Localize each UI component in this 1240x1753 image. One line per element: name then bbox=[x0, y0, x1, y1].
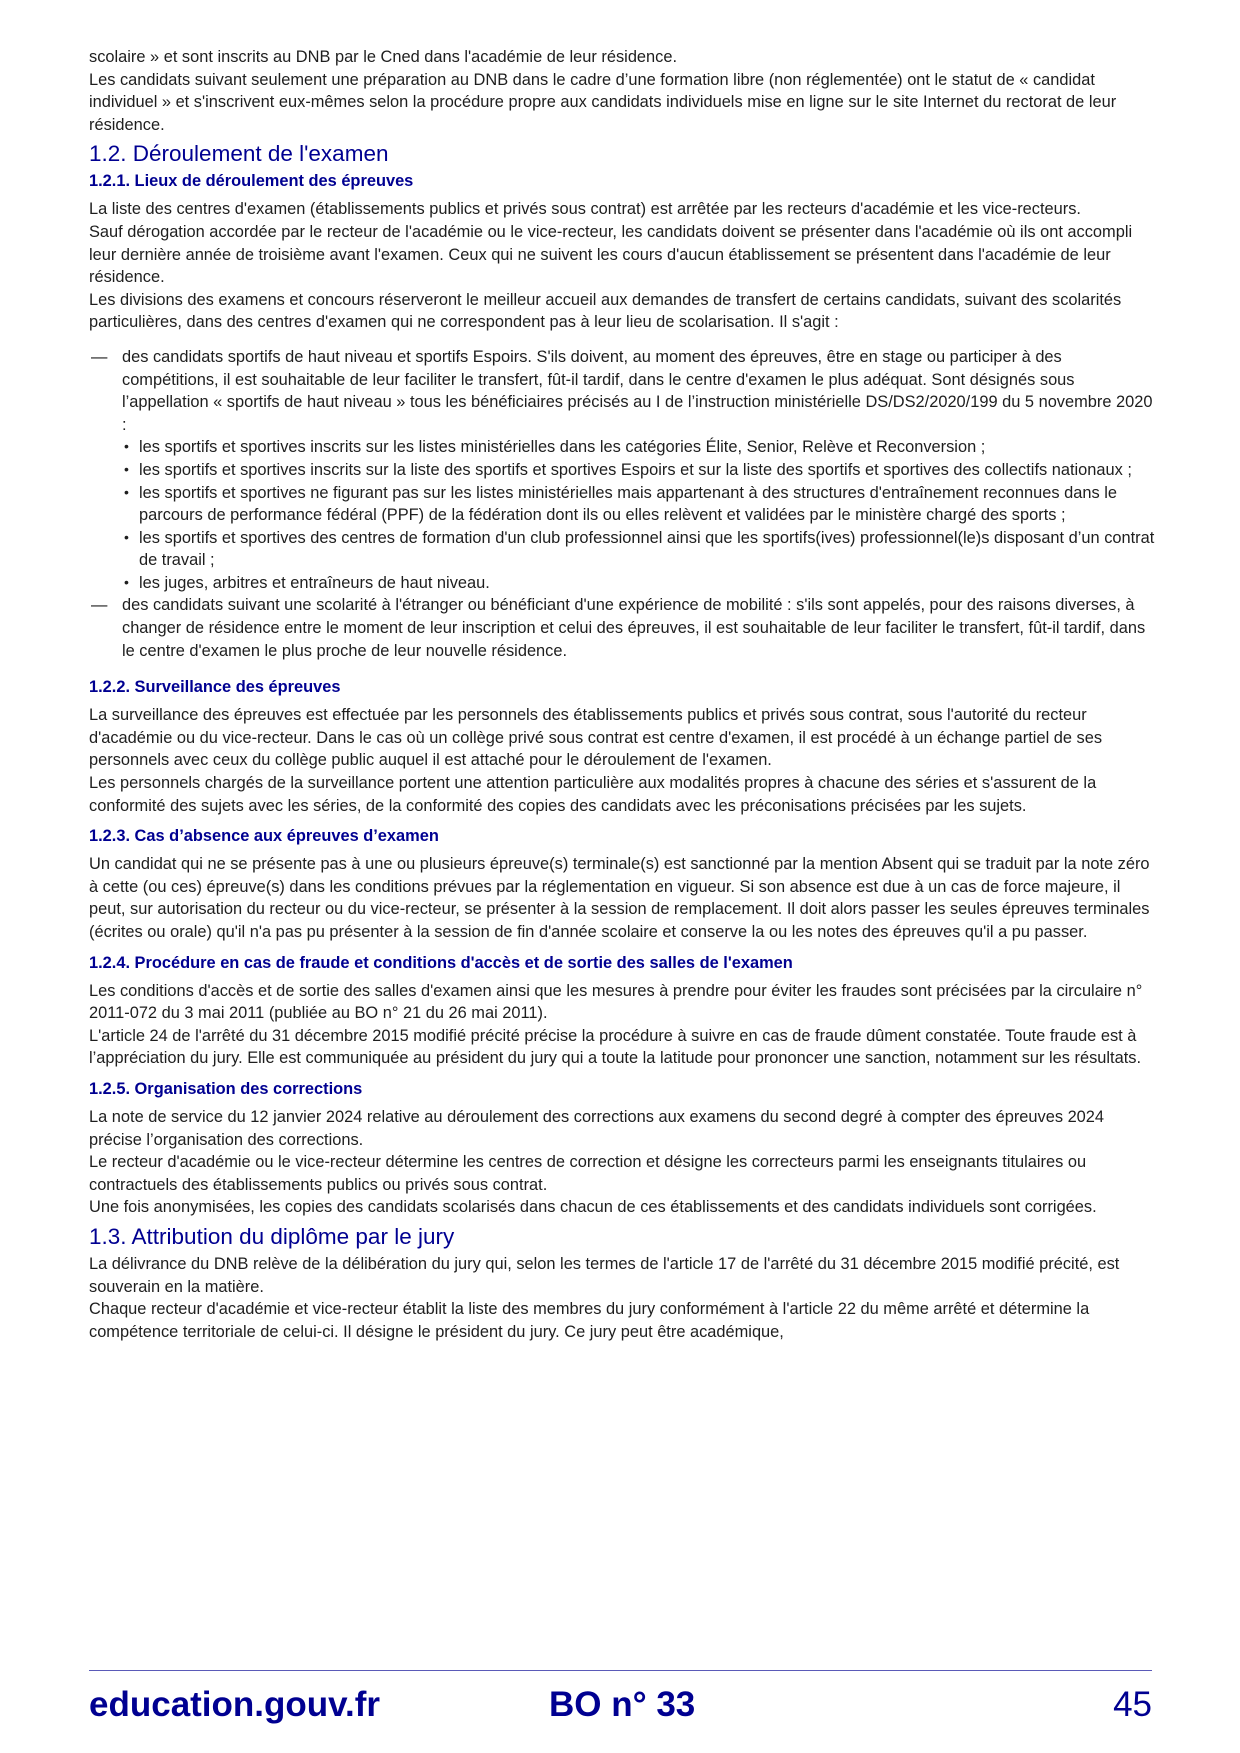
paragraph: Les personnels chargés de la surveillance portent une attention particulière aux modalités propres à chacune des séries et s'assurent de la conformité des sujets avec les séries, de la conformité des copies des candidats avec les préconisations précisées par les sujets. bbox=[89, 774, 1097, 815]
bullet-list-item bbox=[122, 436, 1159, 459]
subsection-heading-1-2-3: 1.2.3. Cas d’absence aux épreuves d’examen bbox=[89, 827, 439, 846]
paragraph: Une fois anonymisées, les copies des candidats scolarisés dans chacun de ces établissements et des candidats individuels sont corrigées. bbox=[89, 1198, 1097, 1217]
footer-site-link[interactable]: education.gouv.fr bbox=[89, 1685, 381, 1724]
list-item-text: des candidats sportifs de haut niveau et sportifs Espoirs. S'ils doivent, au moment des épreuves, être en stage ou participer à des compétitions, il est souhaitable de leur faciliter le transfert, fût-il tardif, dans le centre d'examen le plus adéquat. Sont désignés sous l’appellation « sportifs de haut niveau » tous les bénéficiaires précisés au I de l’instruction ministérielle DS/DS2/2020/199 du 5 novembre 2020 : bbox=[122, 347, 1153, 434]
list-item-text: les juges, arbitres et entraîneurs de haut niveau. bbox=[139, 573, 490, 592]
paragraph: L'article 24 de l'arrêté du 31 décembre 2015 modifié précité précise la procédure à suivre en cas de fraude dûment constatée. Toute fraude est à l’appréciation du jury. Elle est communiquée au président du jury qui a toute la latitude pour prononcer une sanction, notamment sur les résultats. bbox=[89, 1026, 1142, 1068]
dash-list-item bbox=[89, 346, 1159, 595]
page-footer bbox=[89, 1680, 1152, 1730]
bullet-icon: • bbox=[124, 483, 129, 500]
subsection-heading-1-2-4: 1.2.4. Procédure en cas de fraude et conditions d'accès et de sortie des salles de l'examen bbox=[89, 953, 793, 972]
bullet-icon: • bbox=[124, 528, 129, 545]
paragraph: La liste des centres d'examen (établissements publics et privés sous contrat) est arrêtée par les recteurs d'académie et les vice-recteurs. bbox=[89, 200, 1081, 219]
subsection-heading-1-2-5: 1.2.5. Organisation des corrections bbox=[89, 1079, 363, 1098]
bullet-list-item bbox=[122, 572, 1159, 595]
subsection-heading-1-2-2: 1.2.2. Surveillance des épreuves bbox=[89, 678, 341, 697]
list-item-text: les sportifs et sportives ne figurant pas sur les listes ministérielles mais appartenant à des structures d'entraînement reconnues dans le parcours de performance fédéral (PPF) de la fédération dont ils ou elles relèvent et validées par le ministère chargé des sports ; bbox=[139, 483, 1117, 525]
paragraph: Chaque recteur d'académie et vice-recteur établit la liste des membres du jury conformément à l'article 22 du même arrêté et détermine la compétence territoriale de celui-ci. Il désigne le président du jury. Ce jury peut être académique, bbox=[89, 1300, 1090, 1341]
footer-bulletin-number: BO n° 33 bbox=[549, 1685, 696, 1724]
list-item-text: les sportifs et sportives inscrits sur les listes ministérielles dans les catégories Élite, Senior, Relève et Reconversion ; bbox=[139, 438, 986, 457]
section-heading-1-2: 1.2. Déroulement de l'examen bbox=[89, 141, 389, 167]
paragraph: La délivrance du DNB relève de la délibération du jury qui, selon les termes de l'article 17 de l'arrêté du 31 décembre 2015 modifié précité, est souverain en la matière. bbox=[89, 1254, 1120, 1296]
bullet-list-item bbox=[122, 482, 1159, 527]
paragraph: La note de service du 12 janvier 2024 relative au déroulement des corrections aux examens du second degré à compter des épreuves 2024 précise l’organisation des corrections. bbox=[89, 1107, 1105, 1149]
paragraph: Sauf dérogation accordée par le recteur de l'académie ou le vice-recteur, les candidats doivent se présenter dans l'académie où ils ont accompli leur dernière année de troisième avant l'examen. Ceux qui ne suivent les cours d'aucun établissement se présentent dans l'académie de leur résidence. bbox=[89, 222, 1133, 287]
paragraph: La surveillance des épreuves est effectuée par les personnels des établissements publics et privés sous contrat, sous l'autorité du recteur d'académie ou du vice-recteur. Dans le cas où un collège privé sous contrat est centre d'examen, il est procédé à un échange partiel de ses personnels avec ceux du collège public auquel il est attaché pour le déroulement de l'examen. bbox=[89, 706, 1103, 770]
bullet-icon: • bbox=[124, 460, 129, 477]
bullet-icon: • bbox=[124, 573, 129, 590]
subsection-heading-1-2-1: 1.2.1. Lieux de déroulement des épreuves bbox=[89, 172, 414, 191]
em-dash-icon: — bbox=[91, 347, 108, 366]
footer-page-number: 45 bbox=[1113, 1685, 1152, 1724]
list-item-text: des candidats suivant une scolarité à l'étranger ou bénéficiant d'une expérience de mobilité : s'ils sont appelés, pour des raisons diverses, à changer de résidence entre le moment de leur inscription et celui des épreuves, il est souhaitable de leur faciliter le transfert, fût-il tardif, dans le centre d'examen le plus proche de leur nouvelle résidence. bbox=[122, 596, 1146, 660]
em-dash-icon: — bbox=[91, 596, 108, 615]
paragraph: Les candidats suivant seulement une préparation au DNB dans le cadre d’une formation libre (non réglementée) ont le statut de « candidat individuel » et s'inscrivent eux-mêmes selon la procédure propre aux candidats individuels mise en ligne sur le site Internet du rectorat de leur résidence. bbox=[89, 70, 1117, 134]
document-page bbox=[89, 46, 1159, 1343]
list-item-text: les sportifs et sportives des centres de formation d'un club professionnel ainsi que les sportifs(ives) professionnel(le)s disposant d’un contrat de travail ; bbox=[139, 528, 1155, 570]
paragraph: Les divisions des examens et concours réserveront le meilleur accueil aux demandes de transfert de certains candidats, suivant des scolarités particulières, dans des centres d'examen qui ne correspondent pas à leur lieu de scolarisation. Il s'agit : bbox=[89, 290, 1122, 332]
bullet-icon: • bbox=[124, 438, 129, 455]
section-heading-1-3: 1.3. Attribution du diplôme par le jury bbox=[89, 1223, 455, 1249]
paragraph: Les conditions d'accès et de sortie des salles d'examen ainsi que les mesures à prendre pour éviter les fraudes sont précisées par la circulaire n° 2011-072 du 3 mai 2011 (publiée au BO n° 21 du 26 mai 2011). bbox=[89, 981, 1143, 1023]
list-item-text: les sportifs et sportives inscrits sur la liste des sportifs et sportives Espoirs et sur la liste des sportifs et sportives des collectifs nationaux ; bbox=[139, 460, 1132, 479]
bullet-list-item bbox=[122, 459, 1159, 482]
footer-divider bbox=[89, 1670, 1152, 1671]
bullet-list bbox=[122, 436, 1159, 594]
dash-list bbox=[89, 346, 1159, 662]
paragraph: Un candidat qui ne se présente pas à une ou plusieurs épreuve(s) terminale(s) est sanctionné par la mention Absent qui se traduit par la note zéro à cette (ou ces) épreuve(s) dans les conditions prévues par la réglementation en vigueur. Si son absence est due à un cas de force majeure, il peut, sur autorisation du recteur ou du vice-recteur, se présenter à la session de remplacement. Il doit alors passer les seules épreuves terminales (écrites ou orale) qu'il n'a pas pu présenter à la session de fin d'année scolaire et conserve la ou les notes des épreuves qu'il a pu passer. bbox=[89, 855, 1150, 941]
bullet-list-item bbox=[122, 527, 1159, 572]
paragraph: Le recteur d'académie ou le vice-recteur détermine les centres de correction et désigne les correcteurs parmi les enseignants titulaires ou contractuels des établissements publics ou privés sous contrat. bbox=[89, 1153, 1087, 1194]
dash-list-item bbox=[89, 594, 1159, 662]
paragraph: scolaire » et sont inscrits au DNB par le Cned dans l'académie de leur résidence. bbox=[89, 48, 678, 66]
